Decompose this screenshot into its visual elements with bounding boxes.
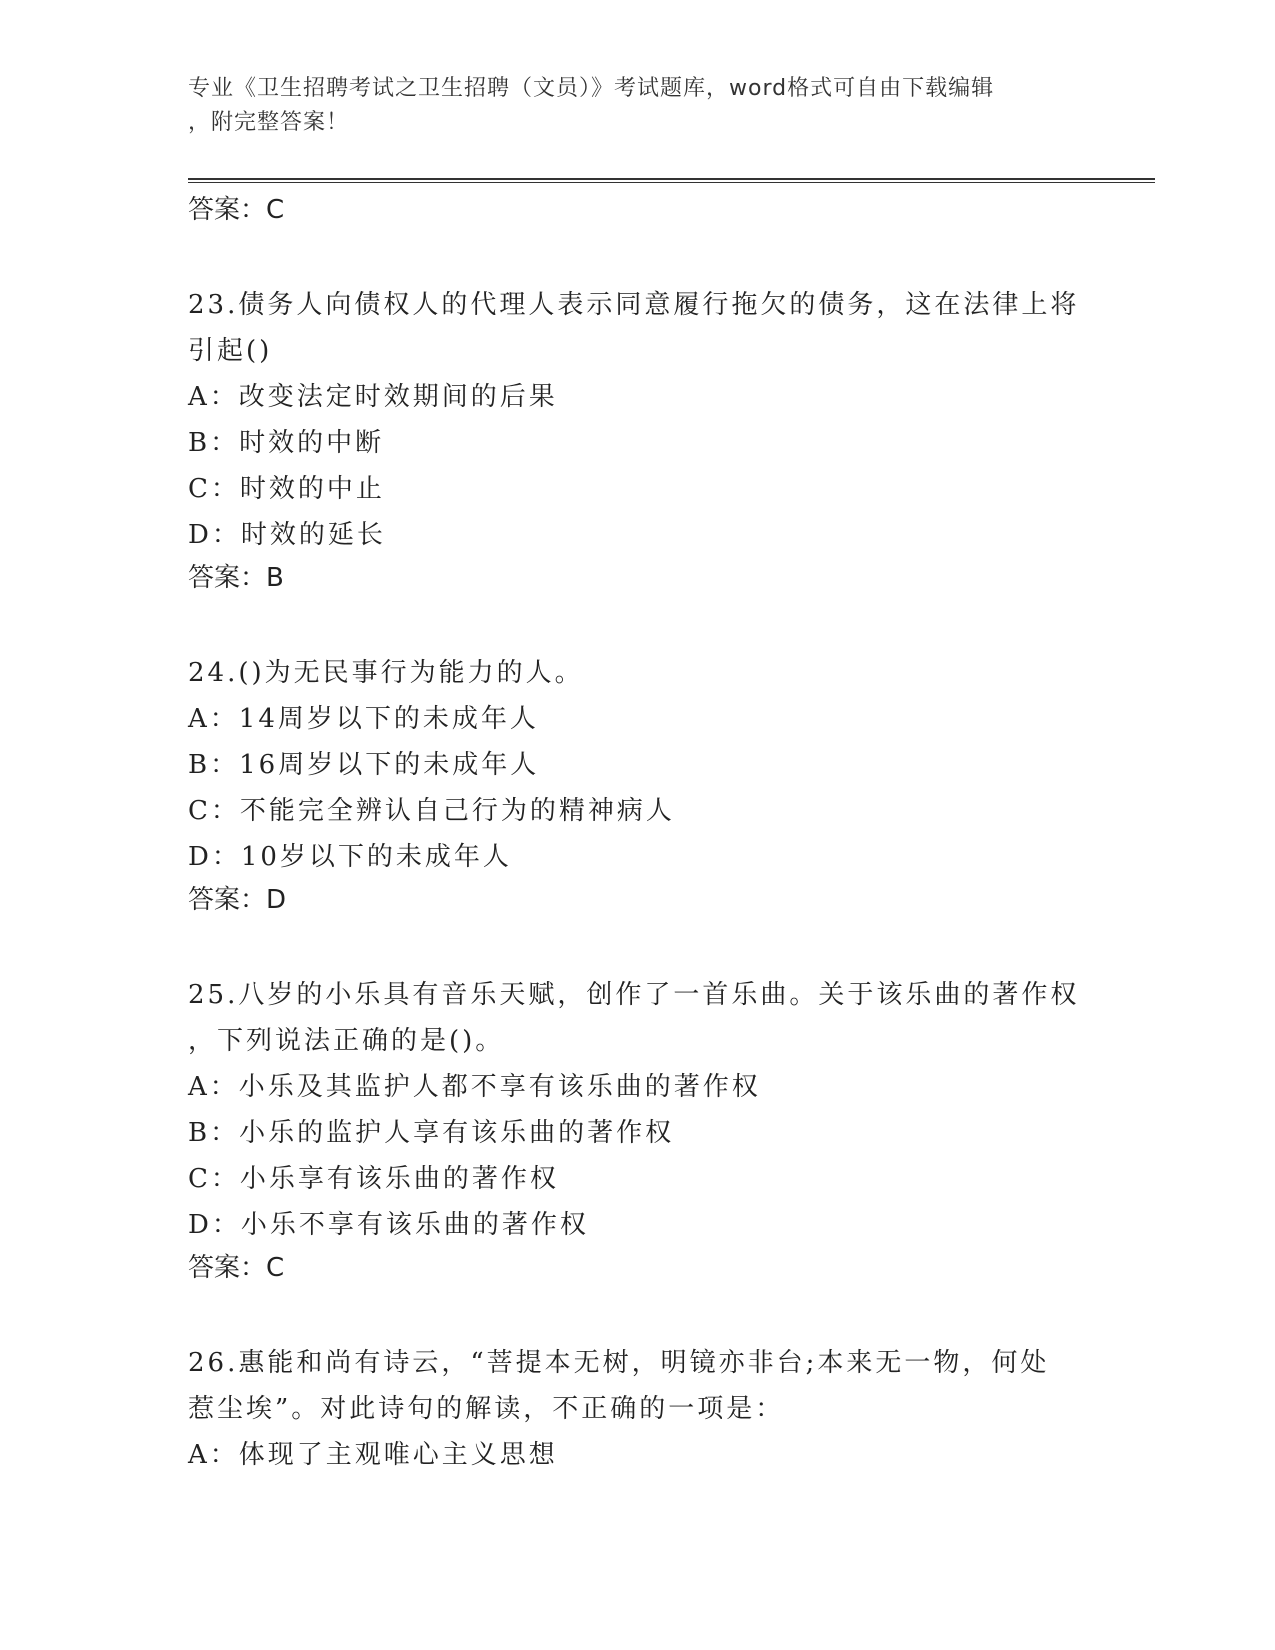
option-b: B：16周岁以下的未成年人: [188, 750, 540, 780]
option-a: A：改变法定时效期间的后果: [188, 382, 558, 412]
option-a: A：体现了主观唯心主义思想: [188, 1440, 558, 1470]
question-stem: 25.八岁的小乐具有音乐天赋，创作了一首乐曲。关于该乐曲的著作权: [188, 980, 1080, 1010]
question-stem-continued: ，下列说法正确的是()。: [188, 1026, 505, 1056]
answer-24: 答案：D: [188, 885, 287, 915]
question-stem: 26.惠能和尚有诗云，“菩提本无树，明镜亦非台;本来无一物，何处: [188, 1348, 1050, 1378]
answer-23: 答案：B: [188, 563, 284, 593]
question-23: [188, 282, 1088, 604]
option-c: C：不能完全辨认自己行为的精神病人: [188, 796, 675, 826]
header-line-1: 专业《卫生招聘考试之卫生招聘（文员）》考试题库，word格式可自由下载编辑: [188, 76, 995, 101]
option-d: D：时效的延长: [188, 520, 386, 550]
document-body: [188, 190, 1088, 1478]
question-stem: 24.()为无民事行为能力的人。: [188, 658, 584, 688]
spacer: [188, 926, 1088, 972]
question-stem-continued: 引起(): [188, 336, 273, 366]
option-b: B：小乐的监护人享有该乐曲的著作权: [188, 1118, 675, 1148]
option-d: D：小乐不享有该乐曲的著作权: [188, 1210, 589, 1240]
answer-22: 答案：C: [188, 195, 285, 225]
question-24: [188, 650, 1088, 926]
option-c: C：时效的中止: [188, 474, 385, 504]
document-header: [188, 72, 1068, 140]
option-c: C：小乐享有该乐曲的著作权: [188, 1164, 559, 1194]
header-divider: [188, 178, 1155, 183]
answer-25: 答案：C: [188, 1253, 285, 1283]
spacer: [188, 1294, 1088, 1340]
option-d: D：10岁以下的未成年人: [188, 842, 512, 872]
header-line-2: ，附完整答案！: [188, 110, 350, 135]
option-b: B：时效的中断: [188, 428, 385, 458]
question-stem-continued: 惹尘埃”。对此诗句的解读，不正确的一项是：: [188, 1394, 785, 1424]
question-stem: 23.债务人向债权人的代理人表示同意履行拖欠的债务，这在法律上将: [188, 290, 1080, 320]
spacer: [188, 236, 1088, 282]
option-a: A：小乐及其监护人都不享有该乐曲的著作权: [188, 1072, 761, 1102]
question-26: [188, 1340, 1088, 1478]
spacer: [188, 604, 1088, 650]
option-a: A：14周岁以下的未成年人: [188, 704, 539, 734]
question-25: [188, 972, 1088, 1294]
